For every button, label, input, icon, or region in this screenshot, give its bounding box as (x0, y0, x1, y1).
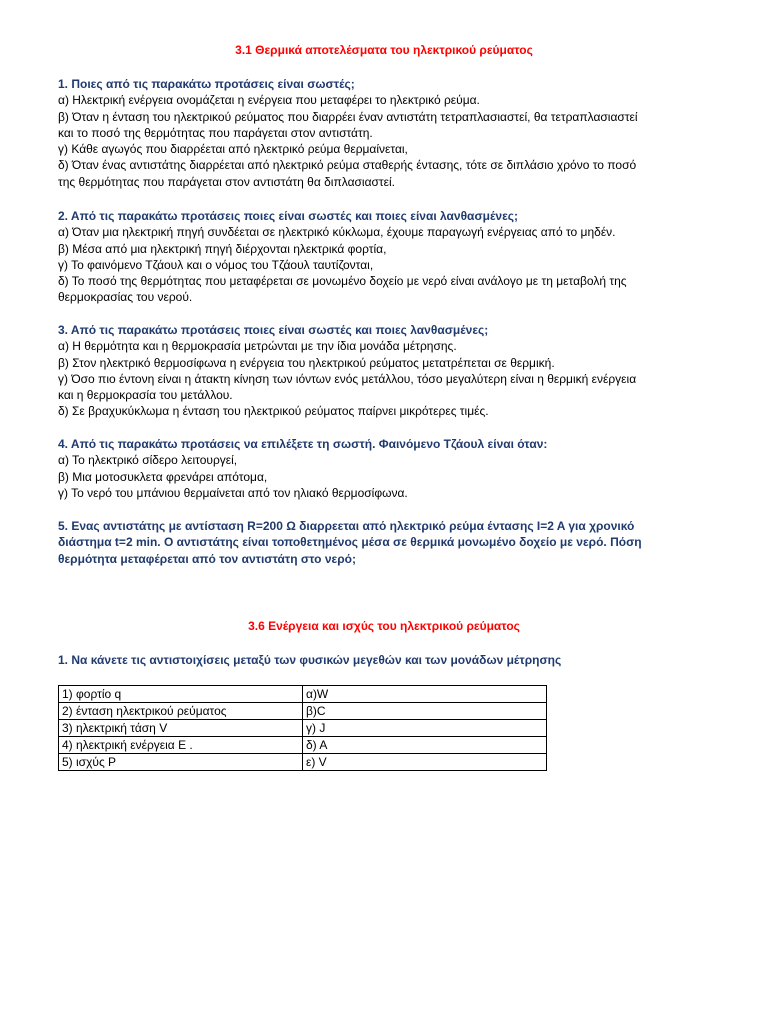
question-1-block (58, 76, 718, 190)
question-5-line: 5. Ενας αντιστάτης με αντίσταση R=200 Ω διαρρεεται από ηλεκτρικό ρεύμα έντασης I=2 A για χρονικό (58, 519, 635, 533)
quantity-cell: 5) ισχύς P (59, 754, 303, 771)
question-4-line: α) Το ηλεκτρικό σίδερο λειτουργεί, (58, 453, 238, 468)
question-5-line: διάστημα t=2 min. Ο αντιστάτης είναι τοποθετημένος μέσα σε θερμικά μονωμένο δοχείο με νερό. Πόση (58, 535, 642, 550)
question-2-block (58, 208, 718, 306)
question-1-line: και το ποσό της θερμότητας που παράγεται στον αντιστάτη. (58, 125, 373, 140)
unit-cell: ε) V (303, 754, 547, 771)
quantity-cell: 1) φορτίο q (59, 686, 303, 703)
question-3-line: και η θερμοκρασία του μετάλλου. (58, 388, 233, 403)
unit-cell: α)W (303, 686, 547, 703)
question-1-line: β) Όταν η ένταση του ηλεκτρικού ρεύματος που διαρρέει έναν αντιστάτη τετραπλασιαστεί, θα τετραπλασιαστεί (58, 109, 638, 124)
table-row (59, 703, 547, 720)
matching-table (58, 685, 547, 771)
matching-question-heading: 1. Να κάνετε τις αντιστοιχίσεις μεταξύ των φυσικών μεγεθών και των μονάδων μέτρησης (58, 653, 562, 667)
question-3-line: δ) Σε βραχυκύκλωμα η ένταση του ηλεκτρικού ρεύματος παίρνει μικρότερες τιμές. (58, 404, 489, 419)
question-2-line: θερμοκρασίας του νερού. (58, 290, 193, 305)
section-title-3-1: 3.1 Θερμικά αποτελέσματα του ηλεκτρικού ρεύματος (235, 43, 533, 57)
table-row (59, 720, 547, 737)
question-1-line: της θερμότητας που παράγεται στον αντιστάτη θα διπλασιαστεί. (58, 174, 396, 189)
quantity-cell: 2) ένταση ηλεκτρικού ρεύματος (59, 703, 303, 720)
question-1-line: δ) Όταν ένας αντιστάτης διαρρέεται από ηλεκτρικό ρεύμα σταθερής έντασης, τότε σε διπλάσιο χρόνο το ποσό (58, 158, 637, 173)
question-2-line: α) Όταν μια ηλεκτρική πηγή συνδέεται σε ηλεκτρικό κύκλωμα, έχουμε παραγωγή ενέργειας από το μηδέν. (58, 225, 616, 240)
unit-cell: γ) J (303, 720, 547, 737)
quantity-cell: 3) ηλεκτρική τάση V (59, 720, 303, 737)
question-3-line: β) Στον ηλεκτρικό θερμοσίφωνα η ενέργεια του ηλεκτρικού ρεύματος μετατρέπεται σε θερμική. (58, 355, 555, 370)
question-3-line: α) Η θερμότητα και η θερμοκρασία μετρώνται με την ίδια μονάδα μέτρησης. (58, 339, 457, 354)
question-2-line: β) Μέσα από μια ηλεκτρική πηγή διέρχονται ηλεκτρικά φορτία, (58, 241, 387, 256)
unit-cell: δ) Α (303, 737, 547, 754)
question-5-line: θερμότητα μεταφέρεται από τον αντιστάτη στο νερό; (58, 551, 356, 566)
question-4-heading: 4. Από τις παρακάτω προτάσεις να επιλέξετε τη σωστή. Φαινόμενο Τζάουλ είναι όταν: (58, 437, 548, 451)
table-row (59, 686, 547, 703)
question-2-line: γ) Το φαινόμενο Τζάουλ και ο νόμος του Τζάουλ ταυτίζονται, (58, 257, 374, 272)
question-2-heading: 2. Από τις παρακάτω προτάσεις ποιες είναι σωστές και ποιες είναι λανθασμένες; (58, 209, 519, 223)
question-3-heading: 3. Από τις παρακάτω προτάσεις ποιες είναι σωστές και ποιες λανθασμένες; (58, 323, 489, 337)
unit-cell: β)C (303, 703, 547, 720)
section-title-3-6: 3.6 Ενέργεια και ισχύς του ηλεκτρικού ρεύματος (248, 619, 520, 633)
question-4-line: β) Μια μοτοσυκλετα φρενάρει απότομα, (58, 469, 268, 484)
question-3-block (58, 322, 718, 420)
question-5-block (58, 518, 718, 567)
matching-question-block (58, 652, 718, 668)
question-1-line: α) Ηλεκτρική ενέργεια ονομάζεται η ενέργεια που μεταφέρει το ηλεκτρικό ρεύμα. (58, 93, 480, 108)
question-4-line: γ) Το νερό του μπάνιου θερμαίνεται από τον ηλιακό θερμοσίφωνα. (58, 485, 408, 500)
question-1-heading: 1. Ποιες από τις παρακάτω προτάσεις είναι σωστές; (58, 77, 355, 91)
table-row (59, 754, 547, 771)
question-2-line: δ) Το ποσό της θερμότητας που μεταφέρεται σε μονωμένο δοχείο με νερό είναι ανάλογο με τη μεταβολή της (58, 274, 627, 289)
question-1-line: γ) Κάθε αγωγός που διαρρέεται από ηλεκτρικό ρεύμα θερμαίνεται, (58, 142, 408, 157)
quantity-cell: 4) ηλεκτρική ενέργεια Ε . (59, 737, 303, 754)
table-row (59, 737, 547, 754)
question-4-block (58, 436, 718, 501)
question-3-line: γ) Όσο πιο έντονη είναι η άτακτη κίνηση των ιόντων ενός μετάλλου, τόσο μεγαλύτερη είναι η θερμική ενέργεια (58, 371, 637, 386)
